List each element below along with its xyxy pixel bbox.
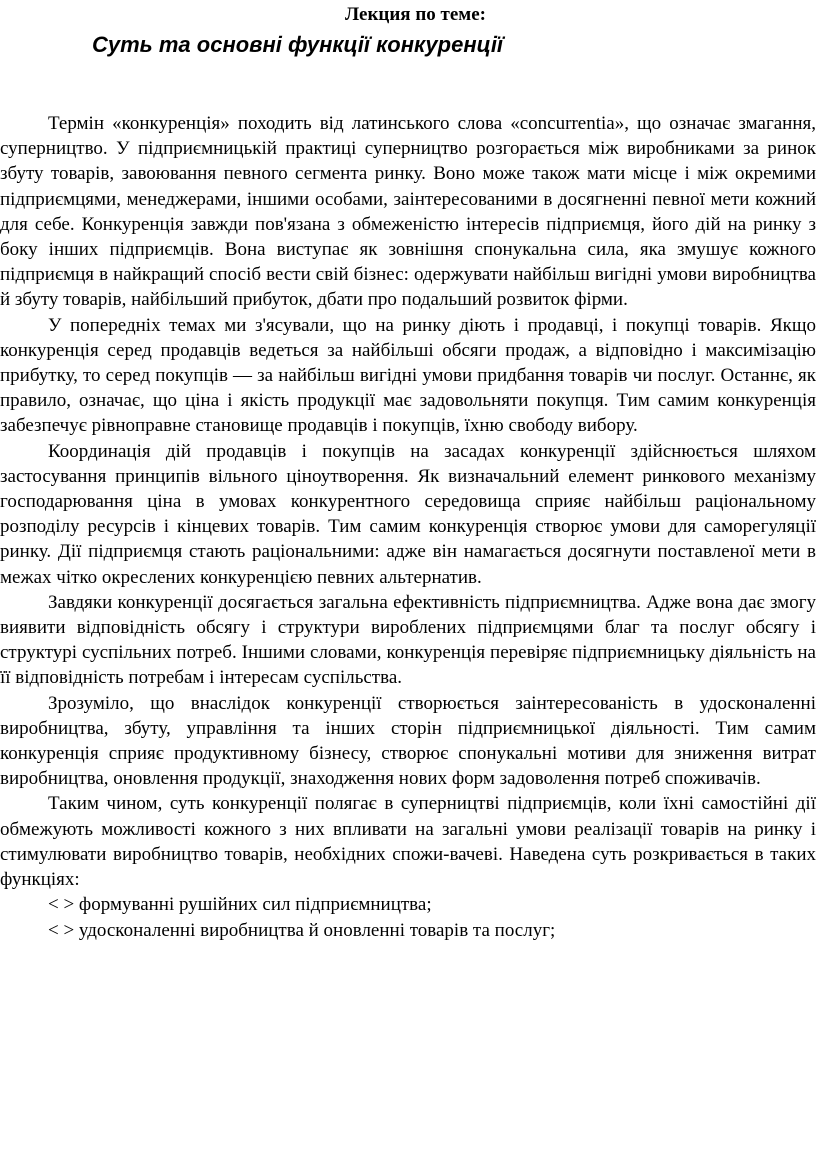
paragraph-competition-definition: Термін «конкуренція» походить від латинського слова «concurrentia», що означає змагання, суперництво. У підприємницькій практиці суперництво розгорається між виробниками за ринок збуту товарів, завоювання певного сегмента ринку. Воно може також мати місце і між окремими підприємцями, менеджерами, іншими особами, заінтересованими в досягненні певної мети кожний для себе. Конкуренція завжди пов'язана з обмеженістю інтересів підприємця, його дій на ринку з боку інших підприємців. Вона виступає як зовнішня спонукальна сила, яка змушує кожного підприємця в найкращий спосіб вести свій бізнес: одержувати найбільш вигідні умови виробництва й збуту товарів, найбільший прибуток, дбати про подальший розвиток фірми. <box>0 113 816 311</box>
document-body <box>0 111 816 943</box>
list-item: < > удосконаленні виробництва й оновленні товарів та послуг; <box>48 919 556 941</box>
paragraph-improvement: Зрозуміло, що внаслідок конкуренції створюється заінтересованість в удосконаленні виробництва, збуту, управління та інших сторін підприємницької діяльності. Тим самим конкуренція сприяє продуктивному бізнесу, створює спонукальні мотиви для зниження витрат виробництва, оновлення продукції, знаходження нових форм задоволення потреб споживачів. <box>0 692 816 790</box>
list-item: < > формуванні рушійних сил підприємництва; <box>48 894 432 916</box>
lecture-label: Лекция по теме: <box>345 4 486 25</box>
page-title: Суть та основні функції конкуренції <box>92 32 504 57</box>
paragraph-essence: Таким чином, суть конкуренції полягає в суперництві підприємців, коли їхні самостійні дії обмежують можливості кожного з них впливати на загальні умови реалізації товарів на ринку і стимулювати виробництво товарів, необхідних спожи-вачеві. Наведена суть розкривається в таких функціях: <box>0 793 816 891</box>
paragraph-coordination: Координація дій продавців і покупців на засадах конкуренції здійснюється шляхом застосування принципів вільного ціноутворення. Як визначальний елемент ринкового механізму господарювання ціна в умовах конкурентного середовища сприяє найбільш раціональному розподілу ресурсів і кінцевих товарів. Тим самим конкуренція створює умови для саморегуляції ринку. Дії підприємця стають раціональними: адже він намагається досягнути поставленої мети в межах чітко окреслених конкуренцією певних альтернатив. <box>0 440 816 588</box>
paragraph-efficiency: Завдяки конкуренції досягається загальна ефективність підприємництва. Адже вона дає змогу виявити відповідність обсягу і структури вироблених підприємцями благ та послуг обсягу і структурі суспільних потреб. Іншими словами, конкуренція перевіряє підприємницьку діяльність на її відповідність потребам і інтересам суспільства. <box>0 591 816 689</box>
paragraph-sellers-buyers: У попередніх темах ми з'ясували, що на ринку діють і продавці, і покупці товарів. Якщо конкуренція серед продавців ведеться за найбільші обсяги продаж, а відповідно і максимізацію прибутку, то серед покупців — за найбільш вигідні умови придбання товарів чи послуг. Останнє, як правило, означає, що ціна і якість продукції має задовольняти покупця. Тим самим конкуренція забезпечує рівноправне становище продавців і покупців, їхню свободу вибору. <box>0 314 816 437</box>
